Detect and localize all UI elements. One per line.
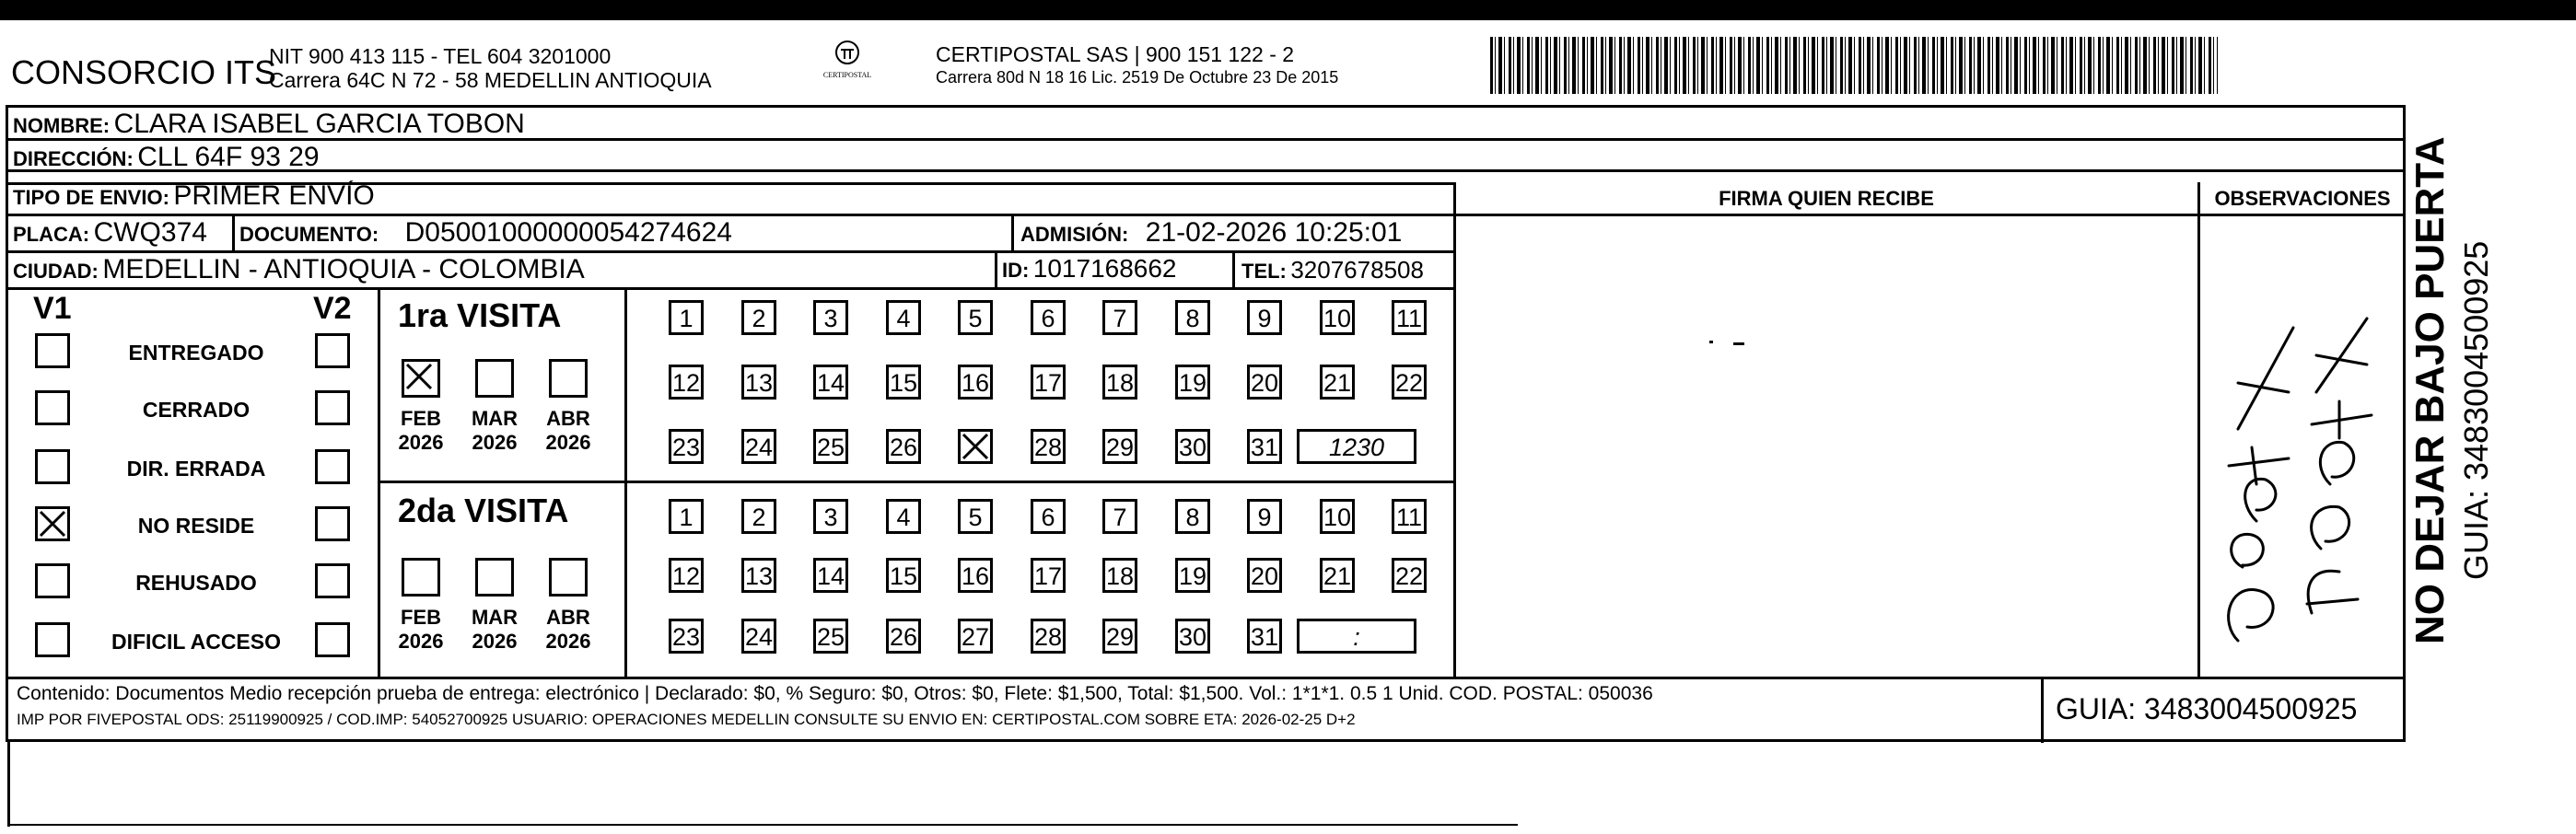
day-number: 18 <box>1105 562 1135 590</box>
day-number: 19 <box>1178 562 1207 590</box>
day-box[interactable] <box>1031 499 1066 534</box>
day-box[interactable] <box>958 619 993 654</box>
day-number: 3 <box>823 305 838 332</box>
day-box[interactable] <box>669 365 704 400</box>
day-number: 13 <box>744 369 774 397</box>
v1-checkbox[interactable] <box>35 390 70 425</box>
day-box[interactable] <box>1175 300 1210 335</box>
day-number: 19 <box>1178 369 1207 397</box>
tel-label: TEL: <box>1241 260 1287 283</box>
day-number: 30 <box>1178 434 1207 461</box>
second-visit-title: 2da VISITA <box>398 492 569 529</box>
day-box[interactable] <box>1102 558 1137 593</box>
top-border <box>0 0 2576 20</box>
day-number: 6 <box>1041 504 1055 531</box>
handwritten-observation <box>2201 217 2404 676</box>
day-box[interactable] <box>741 300 776 335</box>
signature-mark <box>1709 341 1713 343</box>
tel-value: 3207678508 <box>1290 256 1424 284</box>
company-address: Carrera 64C N 72 - 58 MEDELLIN ANTIOQUIA <box>269 68 712 92</box>
day-box[interactable] <box>1175 429 1210 464</box>
status-label: DIFICIL ACCESO <box>111 630 281 654</box>
day-box[interactable] <box>1392 499 1427 534</box>
placa-field <box>13 217 207 249</box>
v2-checkbox[interactable] <box>315 333 350 368</box>
status-label: NO RESIDE <box>137 514 255 538</box>
month-label <box>536 407 600 455</box>
day-box[interactable] <box>813 300 848 335</box>
first-visit-title: 1ra VISITA <box>398 296 562 334</box>
day-number: 4 <box>896 504 911 531</box>
day-number: 22 <box>1394 369 1424 397</box>
day-box[interactable] <box>886 365 921 400</box>
day-number: 9 <box>1257 504 1272 531</box>
day-box[interactable] <box>886 499 921 534</box>
month-label <box>462 407 527 455</box>
month-name: ABR <box>546 606 590 629</box>
certipostal-logo <box>810 39 884 94</box>
status-label: REHUSADO <box>135 571 257 595</box>
day-number: 10 <box>1323 305 1352 332</box>
day-box[interactable] <box>813 619 848 654</box>
day-number: 14 <box>816 562 845 590</box>
day-box[interactable] <box>1320 499 1355 534</box>
day-number: 24 <box>744 623 774 651</box>
day-box[interactable] <box>1102 365 1137 400</box>
day-number: 29 <box>1105 623 1135 651</box>
day-number: 7 <box>1113 504 1127 531</box>
day-number: 16 <box>961 369 990 397</box>
month-label <box>389 407 453 455</box>
day-box[interactable] <box>1247 619 1282 654</box>
logo-text: CERTIPOSTAL <box>822 71 872 79</box>
company-nit: NIT 900 413 115 - TEL 604 3201000 <box>269 44 612 68</box>
month-year: 2026 <box>472 630 518 653</box>
day-number: 5 <box>968 504 983 531</box>
v1-checkbox[interactable] <box>35 506 70 541</box>
v2-checkbox[interactable] <box>315 506 350 541</box>
day-box[interactable] <box>1175 619 1210 654</box>
day-number: 26 <box>889 623 918 651</box>
v1-header: V1 <box>33 291 72 326</box>
day-number: 8 <box>1185 504 1200 531</box>
day-number: 25 <box>816 623 845 651</box>
month-year: 2026 <box>398 431 444 454</box>
day-box[interactable] <box>741 619 776 654</box>
month-year: 2026 <box>472 431 518 454</box>
day-box[interactable] <box>1247 499 1282 534</box>
day-number: 5 <box>968 305 983 332</box>
day-number: 9 <box>1257 305 1272 332</box>
day-number: 22 <box>1394 562 1424 590</box>
day-box[interactable] <box>886 429 921 464</box>
day-number: 23 <box>671 623 701 651</box>
bottom-edge <box>7 742 10 827</box>
tel-field <box>1241 256 1424 284</box>
day-box[interactable] <box>1031 429 1066 464</box>
v1-checkbox[interactable] <box>35 449 70 484</box>
day-number: 15 <box>889 562 918 590</box>
carrier-name: CERTIPOSTAL SAS | 900 151 122 - 2 <box>936 42 1295 66</box>
month-checkbox[interactable] <box>402 558 440 597</box>
day-number: 16 <box>961 562 990 590</box>
day-number: 23 <box>671 434 701 461</box>
day-box[interactable] <box>741 365 776 400</box>
day-box[interactable] <box>886 300 921 335</box>
status-label: CERRADO <box>142 398 251 422</box>
day-box[interactable] <box>741 499 776 534</box>
certipostal-logo-icon <box>832 39 863 66</box>
v1-checkbox[interactable] <box>35 563 70 598</box>
day-box[interactable] <box>886 558 921 593</box>
documento-value: D05001000000054274624 <box>404 217 732 248</box>
day-box[interactable] <box>958 558 993 593</box>
day-number: 11 <box>1395 504 1423 531</box>
footer-guia: GUIA: 3483004500925 <box>2056 692 2358 725</box>
day-number: 1 <box>679 305 694 332</box>
admision-label: ADMISIÓN: <box>1020 223 1129 246</box>
ciudad-field <box>13 254 585 285</box>
day-box[interactable] <box>1031 365 1066 400</box>
v1-checkbox[interactable] <box>35 622 70 657</box>
month-name: FEB <box>401 606 441 629</box>
day-number: 11 <box>1395 305 1423 332</box>
day-number: 7 <box>1113 305 1127 332</box>
tipo-envio-value: PRIMER ENVÍO <box>173 180 375 211</box>
day-box[interactable] <box>1320 300 1355 335</box>
day-box[interactable] <box>1247 365 1282 400</box>
admision-value: 21-02-2026 10:25:01 <box>1145 217 1403 248</box>
day-box[interactable] <box>958 365 993 400</box>
day-box[interactable] <box>1392 558 1427 593</box>
carrier-address: Carrera 80d N 18 16 Lic. 2519 De Octubre 23 De 2015 <box>936 68 1339 87</box>
day-number: 1 <box>679 504 694 531</box>
time-box[interactable] <box>1297 619 1416 654</box>
status-label: DIR. ERRADA <box>126 457 266 481</box>
nombre-field <box>13 109 525 140</box>
day-number: 28 <box>1033 434 1063 461</box>
day-number: 24 <box>744 434 774 461</box>
day-number: 18 <box>1105 369 1135 397</box>
day-number: 30 <box>1178 623 1207 651</box>
placa-value: CWQ374 <box>93 217 207 248</box>
day-box[interactable] <box>669 558 704 593</box>
month-checkbox[interactable] <box>549 558 588 597</box>
day-number: 20 <box>1250 562 1279 590</box>
direccion-value: CLL 64F 93 29 <box>137 142 320 172</box>
day-number: 2 <box>752 305 766 332</box>
day-box[interactable] <box>1102 619 1137 654</box>
month-name: ABR <box>546 407 590 430</box>
day-box[interactable] <box>741 429 776 464</box>
footer-imp: IMP POR FIVEPOSTAL ODS: 25119900925 / COD.IMP: 54052700925 USUARIO: OPERACIONES MEDELLIN CONSULTE SU ENVIO EN: CERTIPOSTAL.COM SOBRE ETA: 2026-02-25 D+2 <box>17 711 1356 728</box>
month-name: MAR <box>471 407 519 430</box>
day-number: 2 <box>752 504 766 531</box>
day-number: 10 <box>1323 504 1352 531</box>
day-number: 31 <box>1250 434 1279 461</box>
day-box[interactable] <box>1102 499 1137 534</box>
day-box[interactable] <box>1320 365 1355 400</box>
day-number: 27 <box>961 623 990 651</box>
documento-field <box>239 217 732 249</box>
day-number: 28 <box>1033 623 1063 651</box>
direccion-label: DIRECCIÓN: <box>13 147 134 170</box>
signature-area[interactable] <box>1457 217 2196 676</box>
day-box[interactable] <box>1102 300 1137 335</box>
month-checkbox[interactable] <box>475 359 514 398</box>
day-box[interactable] <box>1247 300 1282 335</box>
day-box[interactable] <box>886 619 921 654</box>
v2-checkbox[interactable] <box>315 622 350 657</box>
day-box[interactable] <box>813 499 848 534</box>
day-number: 13 <box>744 562 774 590</box>
day-box[interactable] <box>1247 558 1282 593</box>
day-number: 20 <box>1250 369 1279 397</box>
id-value: 1017168662 <box>1032 254 1177 283</box>
month-checkbox[interactable] <box>549 359 588 398</box>
admision-field <box>1020 217 1402 249</box>
nombre-value: CLARA ISABEL GARCIA TOBON <box>113 109 525 139</box>
month-label <box>389 606 453 654</box>
company-name: CONSORCIO ITS <box>11 53 277 91</box>
day-box[interactable] <box>813 558 848 593</box>
day-box[interactable] <box>813 429 848 464</box>
month-checkbox[interactable] <box>402 359 440 398</box>
v2-checkbox[interactable] <box>315 563 350 598</box>
v2-checkbox[interactable] <box>315 449 350 484</box>
ciudad-value: MEDELLIN - ANTIOQUIA - COLOMBIA <box>102 254 585 284</box>
day-number: 25 <box>816 434 845 461</box>
day-box[interactable] <box>1031 300 1066 335</box>
day-box[interactable] <box>1247 429 1282 464</box>
month-label <box>536 606 600 654</box>
no-dejar-bajo-puerta: NO DEJAR BAJO PUERTA <box>2407 136 2453 644</box>
month-year: 2026 <box>398 630 444 653</box>
v2-checkbox[interactable] <box>315 390 350 425</box>
observaciones-header: OBSERVACIONES <box>2214 187 2391 210</box>
firma-header: FIRMA QUIEN RECIBE <box>1719 187 1934 210</box>
v2-header: V2 <box>313 291 352 326</box>
id-field <box>1002 254 1177 284</box>
month-checkbox[interactable] <box>475 558 514 597</box>
time-value: 1230 <box>1328 434 1385 461</box>
day-box[interactable] <box>1031 558 1066 593</box>
signature-mark <box>1733 342 1744 345</box>
day-box[interactable] <box>1102 429 1137 464</box>
day-box[interactable] <box>1175 499 1210 534</box>
time-value: : <box>1353 623 1360 651</box>
time-box[interactable] <box>1297 429 1416 464</box>
ciudad-label: CIUDAD: <box>13 260 99 283</box>
footer-contenido: Contenido: Documentos Medio recepción prueba de entrega: electrónico | Declarado: $0, % Seguro: $0, Otros: $0, Flete: $1,500, Total: $1,500. Vol.: 1*1*1. 0.5 1 Unid. COD. POSTAL: 050036 <box>17 683 1653 704</box>
day-box[interactable] <box>1392 300 1427 335</box>
day-number: 12 <box>671 369 701 397</box>
day-number: 26 <box>889 434 918 461</box>
day-number: 3 <box>823 504 838 531</box>
day-box[interactable] <box>669 300 704 335</box>
day-number: 15 <box>889 369 918 397</box>
side-guia: GUIA: 3483004500925 <box>2457 240 2495 580</box>
day-box[interactable] <box>1320 558 1355 593</box>
bottom-edge-line <box>7 824 1518 826</box>
id-label: ID: <box>1002 259 1030 282</box>
day-box[interactable] <box>1392 365 1427 400</box>
nombre-label: NOMBRE: <box>13 114 111 137</box>
month-year: 2026 <box>545 431 591 454</box>
documento-label: DOCUMENTO: <box>239 223 379 246</box>
day-number: 29 <box>1105 434 1135 461</box>
day-box[interactable] <box>669 499 704 534</box>
day-number: 8 <box>1185 305 1200 332</box>
v1-checkbox[interactable] <box>35 333 70 368</box>
month-name: MAR <box>471 606 519 629</box>
day-number: 17 <box>1033 369 1063 397</box>
month-label <box>462 606 527 654</box>
placa-label: PLACA: <box>13 223 90 246</box>
day-number: 12 <box>671 562 701 590</box>
day-box[interactable] <box>958 429 993 464</box>
day-box[interactable] <box>741 558 776 593</box>
day-number: 14 <box>816 369 845 397</box>
day-box[interactable] <box>1031 619 1066 654</box>
barcode <box>1490 37 2218 94</box>
direccion-field <box>13 142 320 173</box>
tipo-envio-field <box>13 180 375 212</box>
month-name: FEB <box>401 407 441 430</box>
day-box[interactable] <box>1175 558 1210 593</box>
month-year: 2026 <box>545 630 591 653</box>
day-number: 21 <box>1323 369 1352 397</box>
day-box[interactable] <box>1175 365 1210 400</box>
day-number: 17 <box>1033 562 1063 590</box>
day-number: 6 <box>1041 305 1055 332</box>
day-number: 31 <box>1250 623 1279 651</box>
day-number: 4 <box>896 305 911 332</box>
day-box[interactable] <box>813 365 848 400</box>
status-label: ENTREGADO <box>128 341 264 365</box>
day-box[interactable] <box>669 619 704 654</box>
day-box[interactable] <box>958 300 993 335</box>
day-number: 21 <box>1323 562 1352 590</box>
tipo-envio-label: TIPO DE ENVIO: <box>13 186 169 209</box>
day-box[interactable] <box>958 499 993 534</box>
day-box[interactable] <box>669 429 704 464</box>
